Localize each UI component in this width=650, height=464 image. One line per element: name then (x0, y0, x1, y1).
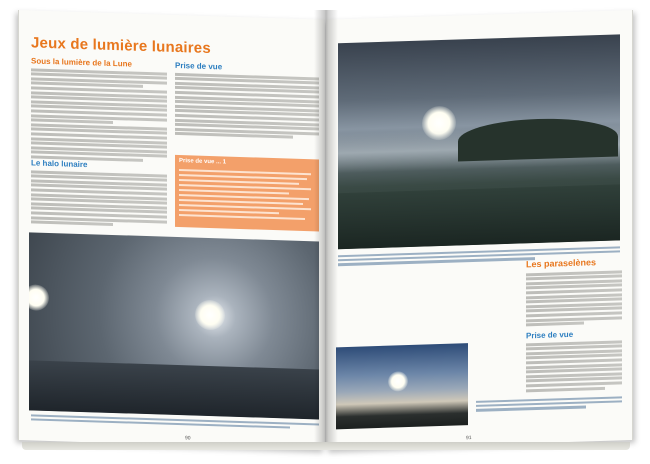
page-edges (22, 442, 630, 450)
valley-foreground (338, 184, 620, 249)
lunar-halo-photo (29, 232, 319, 419)
section-heading-halo-lunaire: Le halo lunaire (31, 158, 88, 170)
body-text-column-3 (31, 168, 167, 229)
lunar-halo-small-photo (336, 343, 468, 429)
page-number-left: 90 (185, 435, 191, 442)
section-heading-prise-de-vue-right: Prise de vue (526, 329, 574, 341)
photo-caption-7-22 (476, 394, 622, 413)
moon-small (388, 371, 408, 392)
open-book (14, 10, 638, 450)
page-number-right: 91 (466, 435, 472, 442)
section-heading-paraselenes: Les paraselènes (526, 257, 597, 270)
prise-de-vue-infobox (175, 155, 319, 232)
section-heading-prise-de-vue: Prise de vue (175, 60, 223, 72)
body-text-column-1 (31, 66, 167, 164)
section-heading-sous-la-lumiere: Sous la lumière de la Lune (31, 56, 132, 69)
moonrise-over-fog-photo (338, 34, 620, 249)
moon-reflection (29, 284, 49, 311)
right-body-text-1 (526, 268, 622, 328)
left-page (18, 10, 325, 450)
body-text-column-2 (175, 71, 319, 141)
book-gutter (314, 10, 338, 450)
page-title: Jeux de lumière lunaires (31, 34, 211, 58)
foreground-trees (29, 360, 319, 419)
right-body-text-2 (526, 338, 622, 393)
hill-silhouette (458, 116, 618, 161)
moon (195, 300, 225, 331)
right-page (326, 10, 633, 450)
infobox-title: Prise de vue ... 1 (179, 158, 227, 166)
